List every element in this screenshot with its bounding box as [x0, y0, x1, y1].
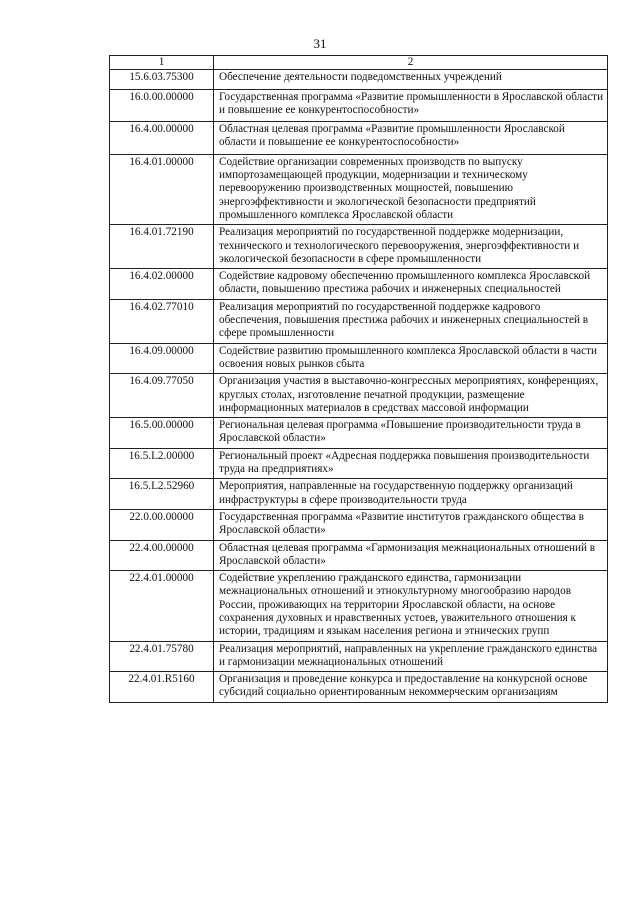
table-row	[110, 418, 608, 449]
table-row	[110, 448, 608, 479]
row-code: 16.5.00.00000	[110, 418, 214, 449]
row-code: 16.5.L2.00000	[110, 448, 214, 479]
row-name: Обеспечение деятельности подведомственных учреждений	[214, 70, 608, 89]
table-row	[110, 225, 608, 269]
table-row	[110, 540, 608, 571]
row-code: 15.6.03.75300	[110, 70, 214, 89]
row-code: 16.4.01.00000	[110, 154, 214, 224]
table-row	[110, 89, 608, 122]
row-name: Региональный проект «Адресная поддержка повышения производительности труда на предприятиях»	[214, 448, 608, 479]
row-name: Реализация мероприятий, направленных на укрепление гражданского единства и гармонизации межнациональных отношений	[214, 641, 608, 672]
row-name: Содействие укреплению гражданского единства, гармонизации межнациональных отношений и этнокультурному многообразию народов России, проживающих на территории Ярославской области, на основе сохранения духовных и нравственных устоев, уважительного отношения к истории, традициям и языкам населения региона и этнических групп	[214, 571, 608, 641]
row-code: 16.0.00.00000	[110, 89, 214, 122]
row-code: 22.0.00.00000	[110, 509, 214, 540]
table-row	[110, 479, 608, 510]
row-code: 22.4.00.00000	[110, 540, 214, 571]
table-row	[110, 672, 608, 703]
row-code: 22.4.01.75780	[110, 641, 214, 672]
budget-classification-table	[109, 55, 608, 703]
table-row	[110, 343, 608, 374]
row-name: Областная целевая программа «Развитие промышленности Ярославской области и повышение ее конкурентоспособности»	[214, 122, 608, 155]
table-row	[110, 374, 608, 418]
table-row	[110, 571, 608, 641]
row-name: Реализация мероприятий по государственной поддержке модернизации, технического и технологического перевооружения, энергоэффективности и экологической безопасности в сфере промышленности	[214, 225, 608, 269]
table-row	[110, 154, 608, 224]
table-row	[110, 641, 608, 672]
row-name: Региональная целевая программа «Повышение производительности труда в Ярославской области»	[214, 418, 608, 449]
table-row	[110, 509, 608, 540]
table-row	[110, 299, 608, 343]
row-code: 16.4.02.00000	[110, 269, 214, 300]
row-name: Областная целевая программа «Гармонизация межнациональных отношений в Ярославской области»	[214, 540, 608, 571]
row-code: 16.4.01.72190	[110, 225, 214, 269]
row-name: Содействие кадровому обеспечению промышленного комплекса Ярославской области, повышению престижа рабочих и инженерных специальностей	[214, 269, 608, 300]
table-row	[110, 70, 608, 89]
row-code: 16.4.00.00000	[110, 122, 214, 155]
row-code: 16.4.02.77010	[110, 299, 214, 343]
column-header-name: 2	[214, 56, 608, 70]
table-row	[110, 269, 608, 300]
row-code: 16.5.L2.52960	[110, 479, 214, 510]
row-name: Государственная программа «Развитие институтов гражданского общества в Ярославской области»	[214, 509, 608, 540]
row-name: Организация участия в выставочно-конгрессных мероприятиях, конференциях, круглых столах, изготовление печатной продукции, размещение информационных материалов в средствах массовой информации	[214, 374, 608, 418]
page-number: 31	[313, 36, 327, 51]
table-header-row	[110, 56, 608, 70]
row-name: Государственная программа «Развитие промышленности в Ярославской области и повышение ее конкурентоспособности»	[214, 89, 608, 122]
row-name: Организация и проведение конкурса и предоставление на конкурсной основе субсидий социально ориентированным некоммерческим организациям	[214, 672, 608, 703]
row-code: 16.4.09.77050	[110, 374, 214, 418]
row-name: Реализация мероприятий по государственной поддержке кадрового обеспечения, повышения престижа рабочих и инженерных специальностей в сфере промышленности	[214, 299, 608, 343]
row-name: Содействие развитию промышленного комплекса Ярославской области в части освоения новых рынков сбыта	[214, 343, 608, 374]
row-code: 22.4.01.R5160	[110, 672, 214, 703]
row-code: 22.4.01.00000	[110, 571, 214, 641]
column-header-code: 1	[110, 56, 214, 70]
table-row	[110, 122, 608, 155]
row-name: Содействие организации современных производств по выпуску импортозамещающей продукции, модернизации и техническому перевооружению производственных мощностей, повышению энергоэффективности и экологической безопасности предприятий промышленного комплекса Ярославской области	[214, 154, 608, 224]
row-code: 16.4.09.00000	[110, 343, 214, 374]
row-name: Мероприятия, направленные на государственную поддержку организаций инфраструктуры в сфере производительности труда	[214, 479, 608, 510]
